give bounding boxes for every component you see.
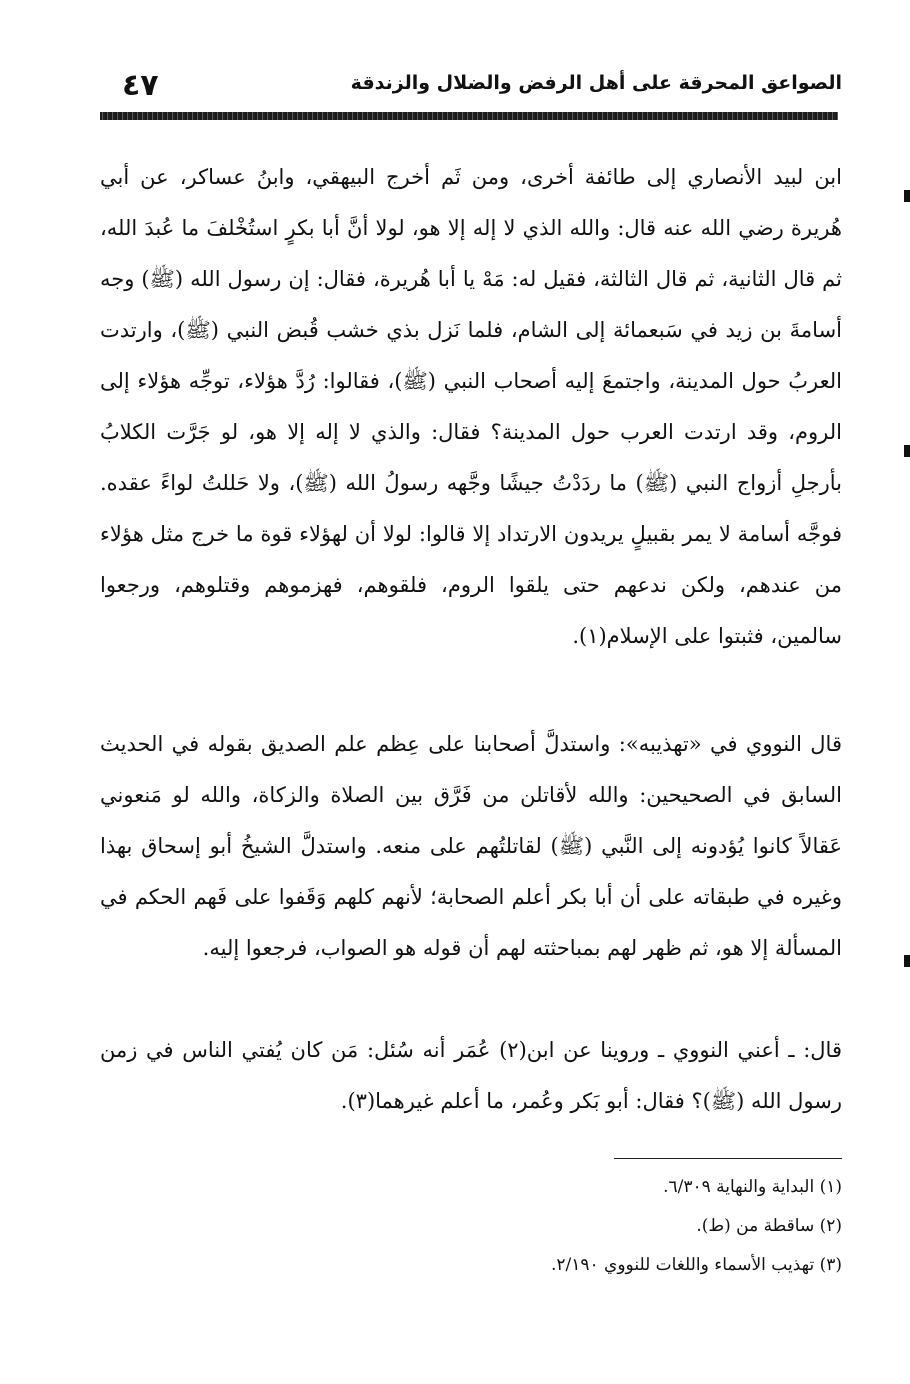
footnote: (٣) تهذيب الأسماء واللغات للنووي ٢/١٩٠. <box>550 1255 842 1275</box>
margin-mark <box>904 445 910 457</box>
footnote: (٢) ساقطة من (ط). <box>696 1216 842 1236</box>
paragraph: قال: ـ أعني النووي ـ وروينا عن ابن(٢) عُمَر أنه سُئل: مَن كان يُفتي الناس في زمن رسول الله (ﷺ)؟ فقال: أبو بَكر وعُمر، ما أعلم غيرهما(٣). <box>100 1038 842 1113</box>
margin-mark <box>904 190 910 202</box>
margin-mark <box>904 955 910 967</box>
header-rule <box>100 112 838 120</box>
page-number: ٤٧ <box>122 68 159 103</box>
footnotes <box>100 1168 842 1285</box>
paragraph: ابن لبيد الأنصاري إلى طائفة أخرى، ومن ثَم أخرج البيهقي، وابنُ عساكر، عن أبي هُريرة رضي الله عنه قال: والله الذي لا إله إلا هو، لولا أنَّ أبا بكرٍ استُخْلفَ ما عُبدَ الله، ثم قال الثانية، ثم قال الثالثة، فقيل له: مَهْ يا أبا هُريرة، فقال: إن رسول الله (ﷺ) وجه أسامةَ بن زيد في سَبعمائة إلى الشام، فلما نَزل بذي خشب قُبض النبي (ﷺ)، وارتدت العربُ حول المدينة، واجتمعَ إليه أصحاب النبي (ﷺ)، فقالوا: رُدَّ هؤلاء، توجِّه هؤلاء إلى الروم، وقد ارتدت العرب حول المدينة؟ فقال: والذي لا إله إلا هو، لو جَرَّت الكلابُ بأرجلِ أزواج النبي (ﷺ) ما ردَدْتُ جيشًا وجَّهه رسولُ الله (ﷺ)، ولا حَللتُ لواءً عقده. فوجَّه أسامة لا يمر بقبيلٍ يريدون الارتداد إلا قالوا: لولا أن لهؤلاء قوة ما خرج مثل هؤلاء من عندهم، ولكن ندعهم حتى يلقوا الروم، فلقوهم، فهزموهم وقتلوهم، ورجعوا سالمين، فثبتوا على الإسلام(١). <box>100 165 842 648</box>
running-title: الصواعق المحرقة على أهل الرفض والضلال والزندقة <box>350 72 842 94</box>
page-header <box>100 68 842 108</box>
body-text <box>100 152 842 1127</box>
footnote: (١) البداية والنهاية ٦/٣٠٩. <box>663 1177 842 1197</box>
paragraph: قال النووي في «تهذيبه»: واستدلَّ أصحابنا على عِظم علم الصديق بقوله في الحديث السابق في الصحيحين: والله لأقاتلن من فَرَّق بين الصلاة والزكاة، والله لو مَنعوني عَقالاً كانوا يُؤدونه إلى النَّبي (ﷺ) لقاتلتُهم على منعه. واستدلَّ الشيخُ أبو إسحاق بهذا وغيره في طبقاته على أن أبا بكر أعلم الصحابة؛ لأنهم كلهم وَقَفوا على فَهم الحكم في المسألة إلا هو، ثم ظهر لهم بمباحثته لهم أن قوله هو الصواب، فرجعوا إليه. <box>100 732 842 960</box>
footnote-rule <box>614 1158 842 1159</box>
